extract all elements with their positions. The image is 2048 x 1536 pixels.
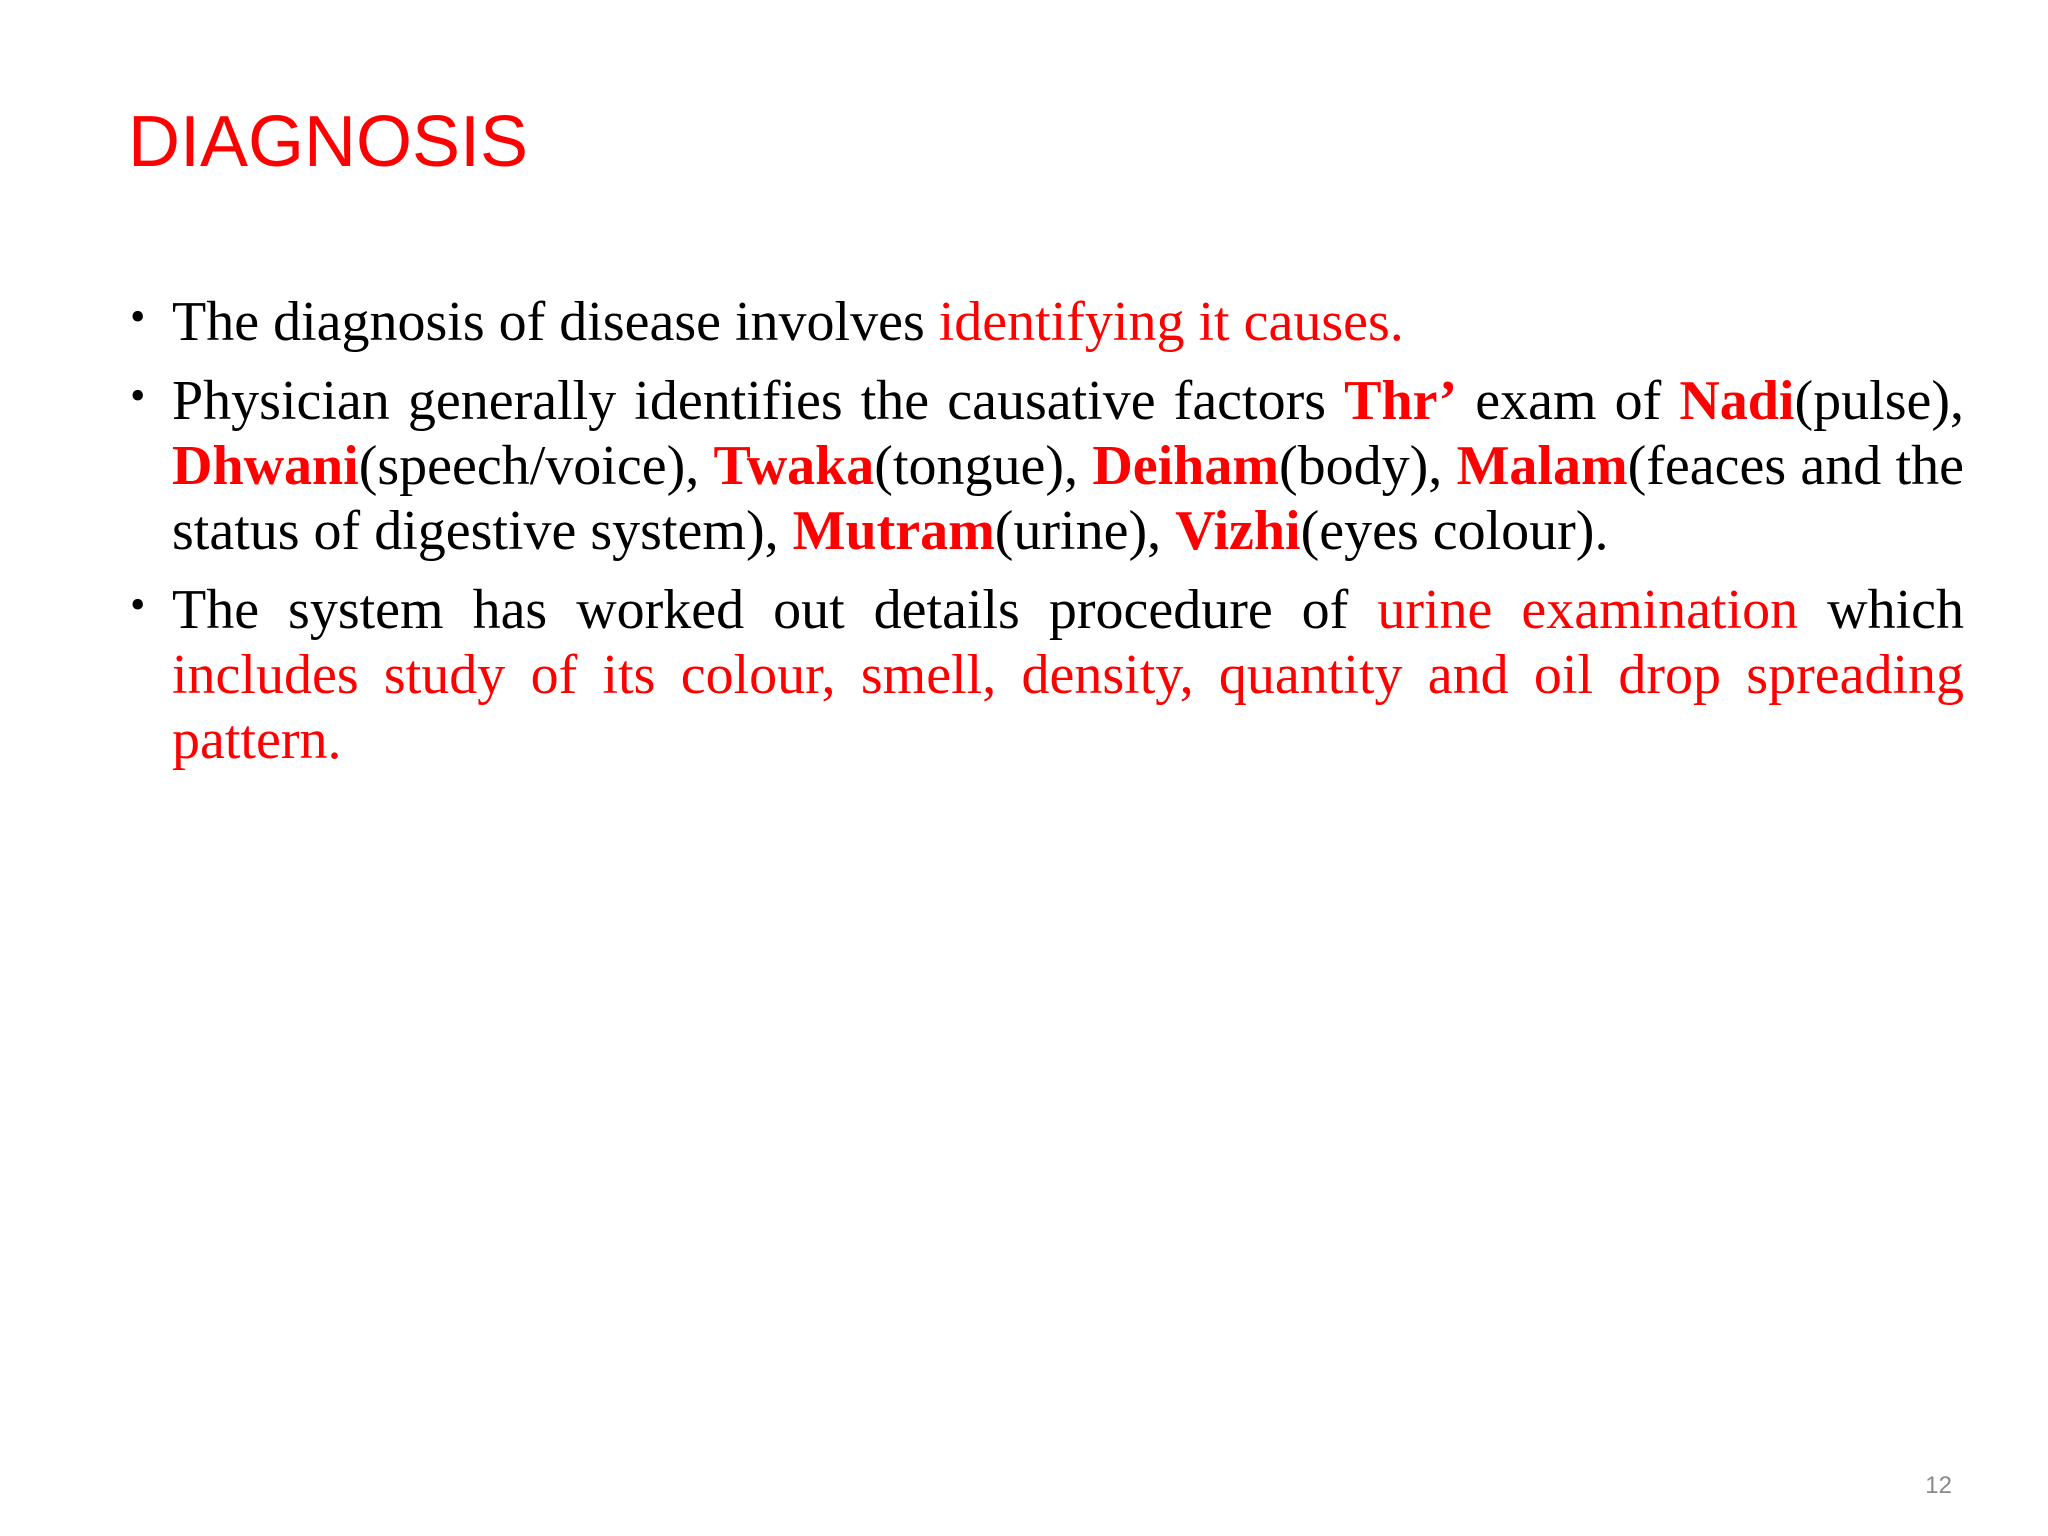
text-run: exam of xyxy=(1457,369,1680,432)
list-item xyxy=(124,369,1964,564)
text-run: (tongue), xyxy=(874,434,1093,497)
text-run: (eyes colour). xyxy=(1300,499,1609,562)
text-run: Nadi xyxy=(1679,369,1795,432)
text-run: (urine), xyxy=(994,499,1176,562)
text-run: Thr’ xyxy=(1344,369,1458,432)
bullet-list xyxy=(124,290,1964,787)
text-run: Deiham xyxy=(1092,434,1279,497)
text-run: (feaces and the status of digestive system), xyxy=(172,434,1964,562)
list-item xyxy=(124,578,1964,773)
text-run: Dhwani xyxy=(172,434,359,497)
text-run: The diagnosis of disease involves xyxy=(172,291,939,353)
text-run: Malam xyxy=(1456,434,1628,497)
list-item xyxy=(124,290,1964,355)
text-run: Physician generally identifies the causative factors xyxy=(172,369,1345,432)
text-run: Twaka xyxy=(713,434,875,497)
text-run: (speech/voice), xyxy=(358,434,714,497)
text-run: (body), xyxy=(1278,434,1457,497)
text-run: The system has worked out details procedure of xyxy=(172,578,1378,641)
text-run: which xyxy=(1798,578,1964,641)
page-number: 12 xyxy=(1925,1472,1952,1499)
text-run: Mutram xyxy=(792,499,995,562)
text-run: identifying it causes. xyxy=(938,291,1404,353)
text-run: Vizhi xyxy=(1175,499,1301,562)
text-run: urine examination xyxy=(1377,578,1799,641)
page-title: DIAGNOSIS xyxy=(128,102,529,182)
text-run: includes study of its colour, smell, density, quantity and oil drop spreading pattern. xyxy=(172,643,1964,771)
text-run: (pulse), xyxy=(1794,369,1964,432)
